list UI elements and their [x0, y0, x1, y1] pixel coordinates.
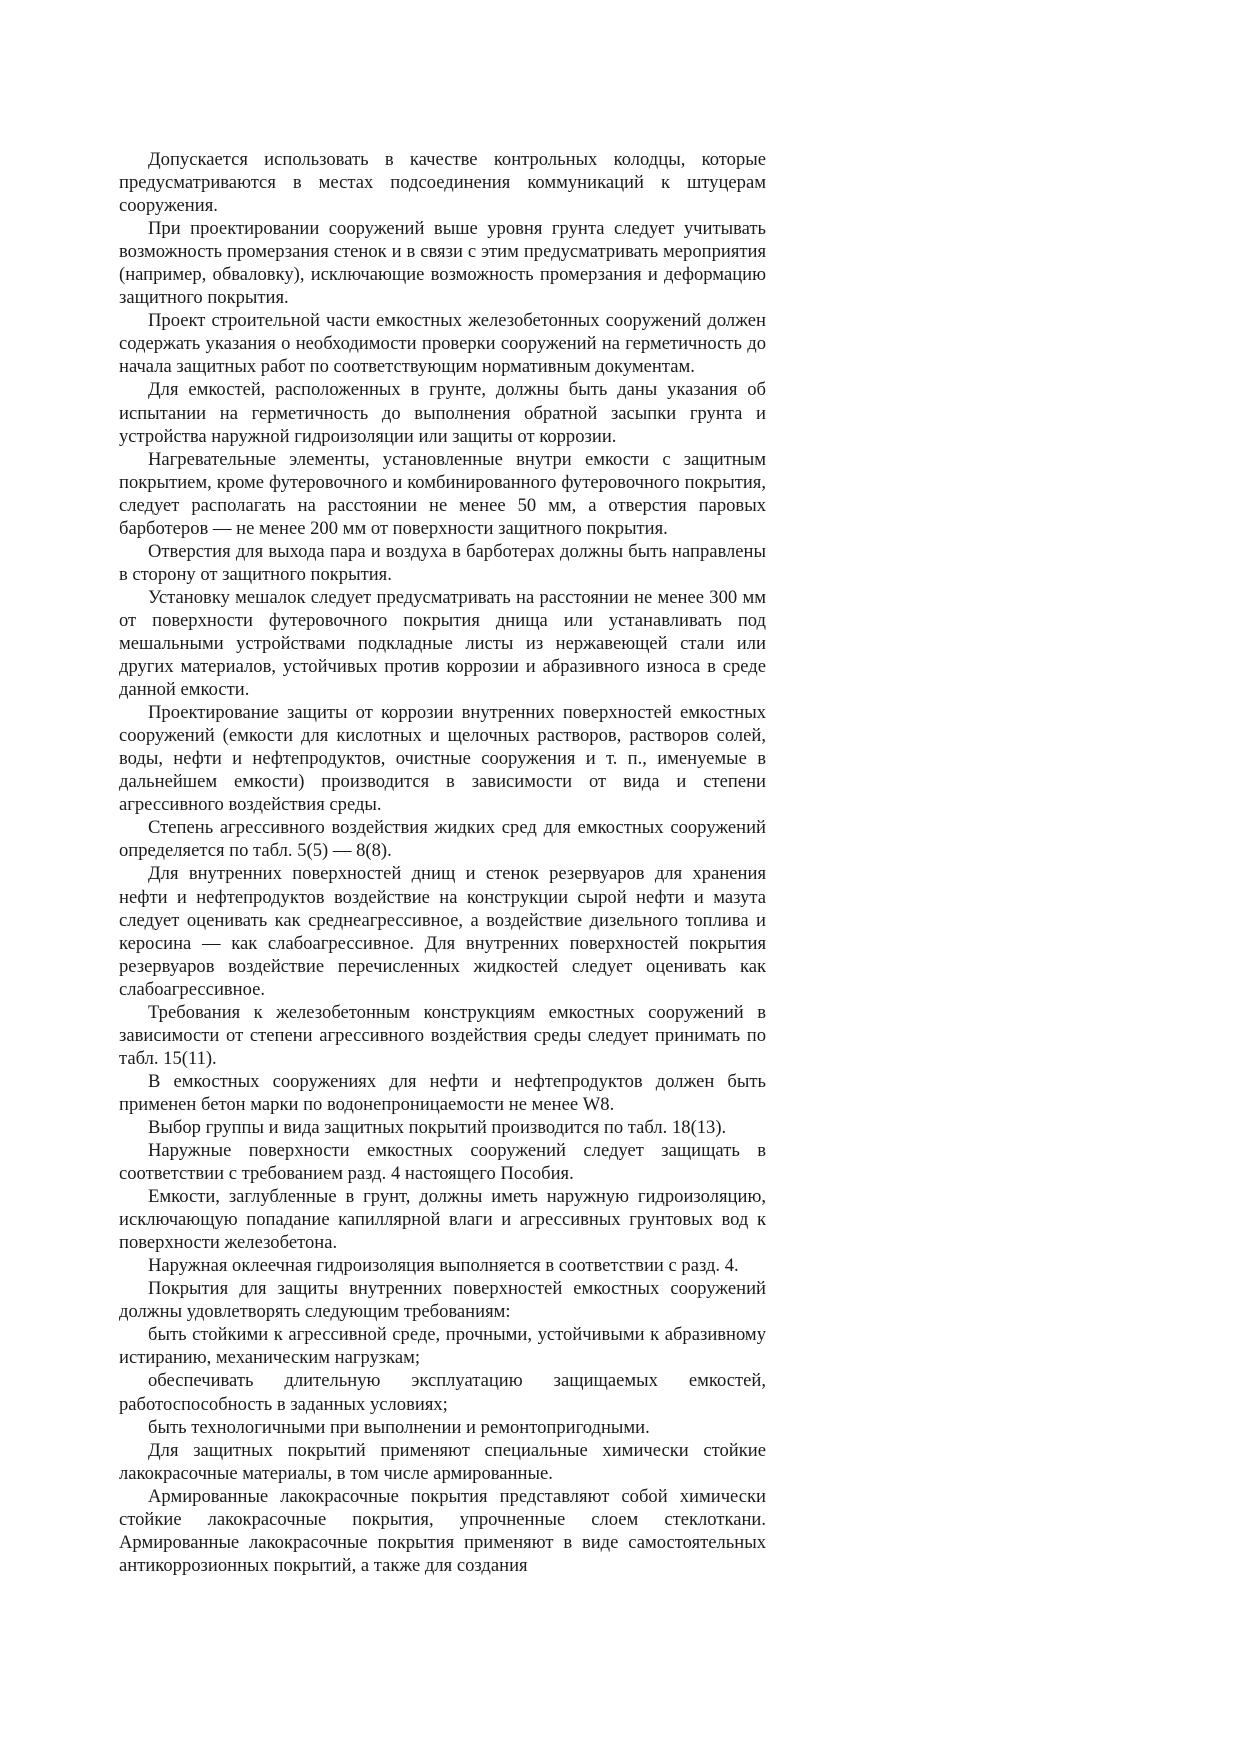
paragraph: При проектировании сооружений выше уровня грунта следует учитывать возможность промерзания стенок и в связи с этим предусматривать мероприятия (например, обваловку), исключающие возможность промерзания и деформацию защитного покрытия.	[119, 218, 766, 309]
list-item: обеспечивать длительную эксплуатацию защищаемых емкостей, работоспособность в заданных условиях;	[119, 1370, 766, 1415]
paragraph: Покрытия для защиты внутренних поверхностей емкостных сооружений должны удовлетворять следующим требованиям:	[119, 1278, 766, 1323]
paragraph: Нагревательные элементы, установленные внутри емкости с защитным покрытием, кроме футеровочного и комбинированного футеровочного покрытия, следует располагать на расстоянии не менее 50 мм, а отверстия паровых барботеров — не менее 200 мм от поверхности защитного покрытия.	[119, 448, 766, 539]
paragraph: Степень агрессивного воздействия жидких сред для емкостных сооружений определяется по табл. 5(5) — 8(8).	[119, 817, 766, 862]
paragraph: Проектирование защиты от коррозии внутренних поверхностей емкостных сооружений (емкости для кислотных и щелочных растворов, растворов солей, воды, нефти и нефтепродуктов, очистные сооружения и т. п., именуемые в дальнейшем емкости) производится в зависимости от вида и степени агрессивного воздействия среды.	[119, 702, 766, 816]
paragraph: Требования к железобетонным конструкциям емкостных сооружений в зависимости от степени агрессивного воздействия среды следует принимать по табл. 15(11).	[119, 1001, 766, 1069]
document-page	[119, 148, 766, 1577]
paragraph: Для внутренних поверхностей днищ и стенок резервуаров для хранения нефти и нефтепродуктов воздействие на конструкции сырой нефти и мазута следует оценивать как среднеагрессивное, а воздействие дизельного топлива и керосина — как слабоагрессивное. Для внутренних поверхностей покрытия резервуаров воздействие перечисленных жидкостей следует оценивать как слабоагрессивное.	[119, 863, 766, 1000]
list-item: быть технологичными при выполнении и ремонтопригодными.	[148, 1416, 650, 1438]
paragraph: Отверстия для выхода пара и воздуха в барботерах должны быть направлены в сторону от защитного покрытия.	[119, 540, 766, 585]
list-item: быть стойкими к агрессивной среде, прочными, устойчивыми к абразивному истиранию, механическим нагрузкам;	[119, 1324, 766, 1369]
paragraph: Армированные лакокрасочные покрытия представляют собой химически стойкие лакокрасочные покрытия, упрочненные слоем стеклоткани. Армированные лакокрасочные покрытия применяют в виде самостоятельных антикоррозионных покрытий, а также для создания	[119, 1485, 766, 1576]
paragraph: Для защитных покрытий применяют специальные химически стойкие лакокрасочные материалы, в том числе армированные.	[119, 1439, 766, 1484]
paragraph: Для емкостей, расположенных в грунте, должны быть даны указания об испытании на герметичность до выполнения обратной засыпки грунта и устройства наружной гидроизоляции или защиты от коррозии.	[119, 379, 766, 447]
paragraph: Выбор группы и вида защитных покрытий производится по табл. 18(13).	[148, 1116, 727, 1138]
paragraph: Наружные поверхности емкостных сооружений следует защищать в соответствии с требованием разд. 4 настоящего Пособия.	[119, 1140, 766, 1185]
paragraph: Установку мешалок следует предусматривать на расстоянии не менее 300 мм от поверхности футеровочного покрытия днища или устанавливать под мешальными устройствами подкладные листы из нержавеющей стали или других материалов, устойчивых против коррозии и абразивного износа в среде данной емкости.	[119, 586, 766, 701]
paragraph: В емкостных сооружениях для нефти и нефтепродуктов должен быть применен бетон марки по водонепроницаемости не менее W8.	[119, 1070, 766, 1115]
paragraph: Наружная оклеечная гидроизоляция выполняется в соответствии с разд. 4.	[148, 1255, 739, 1277]
paragraph: Проект строительной части емкостных железобетонных сооружений должен содержать указания о необходимости проверки сооружений на герметичность до начала защитных работ по соответствующим нормативным документам.	[119, 310, 766, 378]
paragraph: Емкости, заглубленные в грунт, должны иметь наружную гидроизоляцию, исключающую попадание капиллярной влаги и агрессивных грунтовых вод к поверхности железобетона.	[119, 1186, 766, 1254]
paragraph: Допускается использовать в качестве контрольных колодцы, которые предусматриваются в местах подсоединения коммуникаций к штуцерам сооружения.	[119, 149, 766, 217]
